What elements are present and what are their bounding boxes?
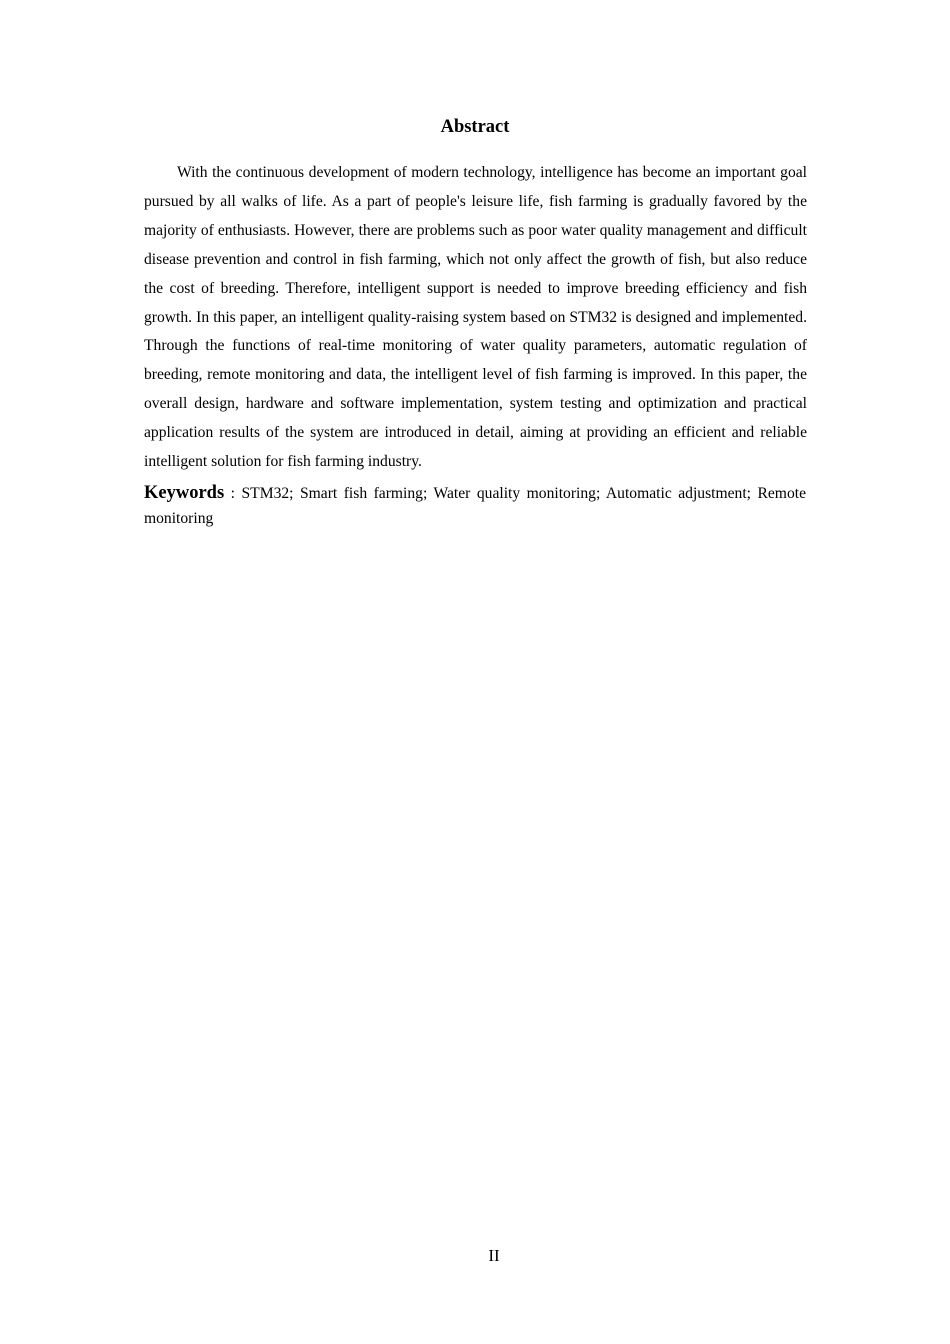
keywords-paragraph [144,481,806,531]
keywords-separator: : [224,485,242,502]
page-number: II [488,1246,500,1265]
keywords-text: STM32; Smart fish farming; Water quality monitoring; Automatic adjustment; Remote monitoring [144,485,806,527]
abstract-body: With the continuous development of modern technology, intelligence has become an important goal pursued by all walks of life. As a part of people's leisure life, fish farming is gradually favored by the majority of enthusiasts. However, there are problems such as poor water quality management and difficult disease prevention and control in fish farming, which not only affect the growth of fish, but also reduce the cost of breeding. Therefore, intelligent support is needed to improve breeding efficiency and fish growth. In this paper, an intelligent quality-raising system based on STM32 is designed and implemented. Through the functions of real-time monitoring of water quality parameters, automatic regulation of breeding, remote monitoring and data, the intelligent level of fish farming is improved. In this paper, the overall design, hardware and software implementation, system testing and optimization and practical application results of the system are introduced in detail, aiming at providing an efficient and reliable intelligent solution for fish farming industry. [144,164,807,471]
abstract-title: Abstract [440,117,510,137]
keywords-label: Keywords [144,483,225,503]
